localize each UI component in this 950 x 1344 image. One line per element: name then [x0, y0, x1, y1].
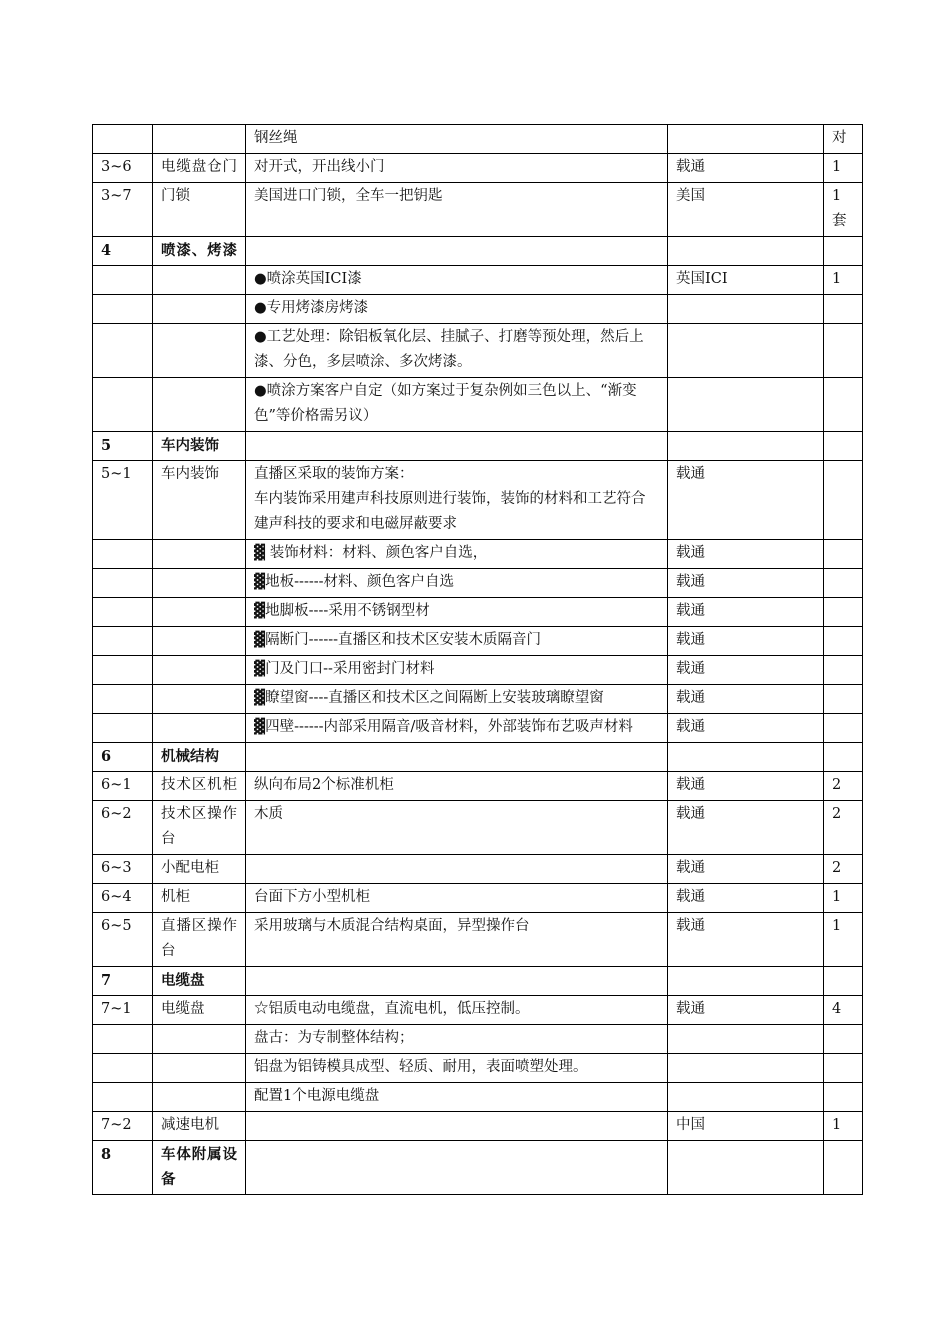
item-quantity-cell: [824, 967, 863, 996]
item-description-cell: 木质: [246, 801, 668, 855]
item-name-cell: 车体附属设备: [153, 1141, 246, 1195]
item-name-cell: 直播区操作台: [153, 913, 246, 967]
item-origin-cell: 载通: [668, 714, 824, 743]
item-description-cell: [246, 432, 668, 461]
item-description-cell: ●工艺处理：除铝板氧化层、挂腻子、打磨等预处理，然后上漆、分色，多层喷涂、多次烤漆。: [246, 324, 668, 378]
item-name-cell: 车内装饰: [153, 432, 246, 461]
table-row: [93, 913, 863, 967]
item-number-cell: 5: [93, 432, 153, 461]
item-name-cell: [153, 378, 246, 432]
item-name-cell: 减速电机: [153, 1112, 246, 1141]
item-origin-cell: 载通: [668, 598, 824, 627]
item-quantity-cell: [824, 324, 863, 378]
item-name-cell: 电缆盘仓门: [153, 154, 246, 183]
item-quantity-cell: 4: [824, 996, 863, 1025]
item-description-cell: ▓隔断门------直播区和技术区安装木质隔音门: [246, 627, 668, 656]
item-origin-cell: 载通: [668, 656, 824, 685]
item-name-cell: 门锁: [153, 183, 246, 237]
item-number-cell: [93, 656, 153, 685]
table-row: [93, 266, 863, 295]
item-description-cell: 配置1个电源电缆盘: [246, 1083, 668, 1112]
item-origin-cell: 英国ICI: [668, 266, 824, 295]
item-description-cell: ▓地板------材料、颜色客户自选: [246, 569, 668, 598]
item-number-cell: 6~3: [93, 855, 153, 884]
item-origin-cell: 载通: [668, 685, 824, 714]
item-name-cell: [153, 656, 246, 685]
item-name-cell: [153, 714, 246, 743]
table-row: [93, 884, 863, 913]
item-name-cell: 喷漆、烤漆: [153, 237, 246, 266]
table-row: [93, 1112, 863, 1141]
item-quantity-cell: [824, 461, 863, 540]
item-number-cell: [93, 266, 153, 295]
item-number-cell: [93, 714, 153, 743]
item-description-cell: ▓门及门口--采用密封门材料: [246, 656, 668, 685]
item-name-cell: [153, 685, 246, 714]
item-origin-cell: 美国: [668, 183, 824, 237]
item-name-cell: [153, 540, 246, 569]
item-description-cell: ▓地脚板----采用不锈钢型材: [246, 598, 668, 627]
item-quantity-cell: 2: [824, 855, 863, 884]
item-quantity-cell: 1套: [824, 183, 863, 237]
item-origin-cell: [668, 967, 824, 996]
item-origin-cell: 载通: [668, 569, 824, 598]
item-origin-cell: 载通: [668, 801, 824, 855]
item-quantity-cell: [824, 378, 863, 432]
item-description-cell: [246, 967, 668, 996]
item-quantity-cell: [824, 432, 863, 461]
item-description-cell: 美国进口门锁，全车一把钥匙: [246, 183, 668, 237]
item-description-cell: 纵向布局2个标准机柜: [246, 772, 668, 801]
item-description-cell: [246, 1141, 668, 1195]
item-quantity-cell: [824, 295, 863, 324]
item-number-cell: 6~5: [93, 913, 153, 967]
item-origin-cell: [668, 1083, 824, 1112]
item-origin-cell: [668, 125, 824, 154]
table-row: [93, 996, 863, 1025]
item-quantity-cell: 1: [824, 266, 863, 295]
item-quantity-cell: [824, 1141, 863, 1195]
item-quantity-cell: [824, 237, 863, 266]
item-quantity-cell: 2: [824, 801, 863, 855]
item-name-cell: [153, 1025, 246, 1054]
item-number-cell: [93, 125, 153, 154]
item-name-cell: [153, 1054, 246, 1083]
item-quantity-cell: [824, 714, 863, 743]
item-origin-cell: [668, 295, 824, 324]
item-quantity-cell: [824, 743, 863, 772]
item-number-cell: [93, 627, 153, 656]
table-row: [93, 1083, 863, 1112]
item-description-cell: [246, 743, 668, 772]
item-description-cell: 对开式，开出线小门: [246, 154, 668, 183]
item-quantity-cell: 1: [824, 913, 863, 967]
table-row: [93, 461, 863, 540]
table-row: [93, 540, 863, 569]
item-quantity-cell: [824, 1083, 863, 1112]
item-description-cell: ●喷涂英国ICI漆: [246, 266, 668, 295]
table-row: [93, 627, 863, 656]
item-number-cell: [93, 1054, 153, 1083]
item-quantity-cell: 1: [824, 1112, 863, 1141]
item-description-cell: ●专用烤漆房烤漆: [246, 295, 668, 324]
table-row: [93, 1054, 863, 1083]
item-number-cell: 5~1: [93, 461, 153, 540]
section-header-row: [93, 743, 863, 772]
equipment-spec-table: [92, 124, 863, 1195]
item-number-cell: 3~6: [93, 154, 153, 183]
item-description-cell: 铝盘为铝铸模具成型、轻质、耐用，表面喷塑处理。: [246, 1054, 668, 1083]
item-origin-cell: 载通: [668, 884, 824, 913]
item-origin-cell: [668, 237, 824, 266]
item-origin-cell: [668, 378, 824, 432]
item-name-cell: [153, 569, 246, 598]
section-header-row: [93, 967, 863, 996]
item-quantity-cell: 对: [824, 125, 863, 154]
item-number-cell: 8: [93, 1141, 153, 1195]
item-quantity-cell: [824, 1025, 863, 1054]
table-row: [93, 125, 863, 154]
item-origin-cell: [668, 1054, 824, 1083]
item-origin-cell: 载通: [668, 540, 824, 569]
item-name-cell: [153, 598, 246, 627]
item-number-cell: [93, 378, 153, 432]
item-origin-cell: 载通: [668, 772, 824, 801]
table-row: [93, 656, 863, 685]
item-number-cell: 6~1: [93, 772, 153, 801]
item-number-cell: [93, 569, 153, 598]
item-origin-cell: [668, 743, 824, 772]
table-row: [93, 685, 863, 714]
item-description-cell: ☆铝质电动电缆盘，直流电机，低压控制。: [246, 996, 668, 1025]
item-origin-cell: 载通: [668, 154, 824, 183]
item-quantity-cell: [824, 1054, 863, 1083]
item-number-cell: 6~4: [93, 884, 153, 913]
item-origin-cell: 中国: [668, 1112, 824, 1141]
section-header-row: [93, 237, 863, 266]
item-number-cell: [93, 1025, 153, 1054]
item-quantity-cell: [824, 569, 863, 598]
item-description-cell: 台面下方小型机柜: [246, 884, 668, 913]
table-row: [93, 295, 863, 324]
item-origin-cell: 载通: [668, 855, 824, 884]
item-number-cell: 6: [93, 743, 153, 772]
item-number-cell: 7~1: [93, 996, 153, 1025]
item-number-cell: [93, 540, 153, 569]
table-row: [93, 598, 863, 627]
item-description-cell: ▓ 装饰材料：材料、颜色客户自选，: [246, 540, 668, 569]
item-name-cell: 技术区机柜: [153, 772, 246, 801]
table-row: [93, 1025, 863, 1054]
item-quantity-cell: [824, 627, 863, 656]
item-name-cell: [153, 266, 246, 295]
item-name-cell: 机柜: [153, 884, 246, 913]
section-header-row: [93, 1141, 863, 1195]
item-quantity-cell: [824, 656, 863, 685]
item-number-cell: [93, 295, 153, 324]
item-number-cell: 7~2: [93, 1112, 153, 1141]
item-name-cell: 机械结构: [153, 743, 246, 772]
item-quantity-cell: 1: [824, 884, 863, 913]
item-description-cell: ▓瞭望窗----直播区和技术区之间隔断上安装玻璃瞭望窗: [246, 685, 668, 714]
spec-table-body: [93, 125, 863, 1195]
item-description-cell: 盘古：为专制整体结构；: [246, 1025, 668, 1054]
item-number-cell: [93, 1083, 153, 1112]
table-row: [93, 714, 863, 743]
item-origin-cell: 载通: [668, 461, 824, 540]
item-description-cell: [246, 237, 668, 266]
item-name-cell: 技术区操作台: [153, 801, 246, 855]
item-origin-cell: 载通: [668, 627, 824, 656]
item-description-cell: ●喷涂方案客户自定（如方案过于复杂例如三色以上、“渐变色”等价格需另议）: [246, 378, 668, 432]
item-name-cell: [153, 324, 246, 378]
item-origin-cell: 载通: [668, 996, 824, 1025]
item-name-cell: [153, 1083, 246, 1112]
item-number-cell: 3~7: [93, 183, 153, 237]
item-description-cell: 采用玻璃与木质混合结构桌面，异型操作台: [246, 913, 668, 967]
item-description-cell: 钢丝绳: [246, 125, 668, 154]
item-quantity-cell: [824, 685, 863, 714]
item-name-cell: [153, 125, 246, 154]
item-quantity-cell: [824, 540, 863, 569]
item-description-cell: [246, 855, 668, 884]
table-row: [93, 378, 863, 432]
item-origin-cell: 载通: [668, 913, 824, 967]
item-name-cell: 车内装饰: [153, 461, 246, 540]
item-name-cell: 电缆盘: [153, 967, 246, 996]
item-origin-cell: [668, 1141, 824, 1195]
item-origin-cell: [668, 432, 824, 461]
table-row: [93, 183, 863, 237]
item-name-cell: 小配电柜: [153, 855, 246, 884]
item-quantity-cell: [824, 598, 863, 627]
item-name-cell: [153, 295, 246, 324]
item-number-cell: 6~2: [93, 801, 153, 855]
item-origin-cell: [668, 324, 824, 378]
table-row: [93, 801, 863, 855]
item-name-cell: 电缆盘: [153, 996, 246, 1025]
table-row: [93, 772, 863, 801]
item-number-cell: 7: [93, 967, 153, 996]
item-number-cell: 4: [93, 237, 153, 266]
section-header-row: [93, 432, 863, 461]
table-row: [93, 569, 863, 598]
item-number-cell: [93, 685, 153, 714]
item-number-cell: [93, 598, 153, 627]
item-description-cell: [246, 1112, 668, 1141]
item-name-cell: [153, 627, 246, 656]
table-row: [93, 154, 863, 183]
item-origin-cell: [668, 1025, 824, 1054]
item-quantity-cell: 2: [824, 772, 863, 801]
item-description-cell: ▓四壁------内部采用隔音/吸音材料，外部装饰布艺吸声材料: [246, 714, 668, 743]
item-quantity-cell: 1: [824, 154, 863, 183]
table-row: [93, 324, 863, 378]
item-description-cell: 直播区采取的装饰方案： 车内装饰采用建声科技原则进行装饰，装饰的材料和工艺符合建声科技的要求和电磁屏蔽要求: [246, 461, 668, 540]
table-row: [93, 855, 863, 884]
item-number-cell: [93, 324, 153, 378]
